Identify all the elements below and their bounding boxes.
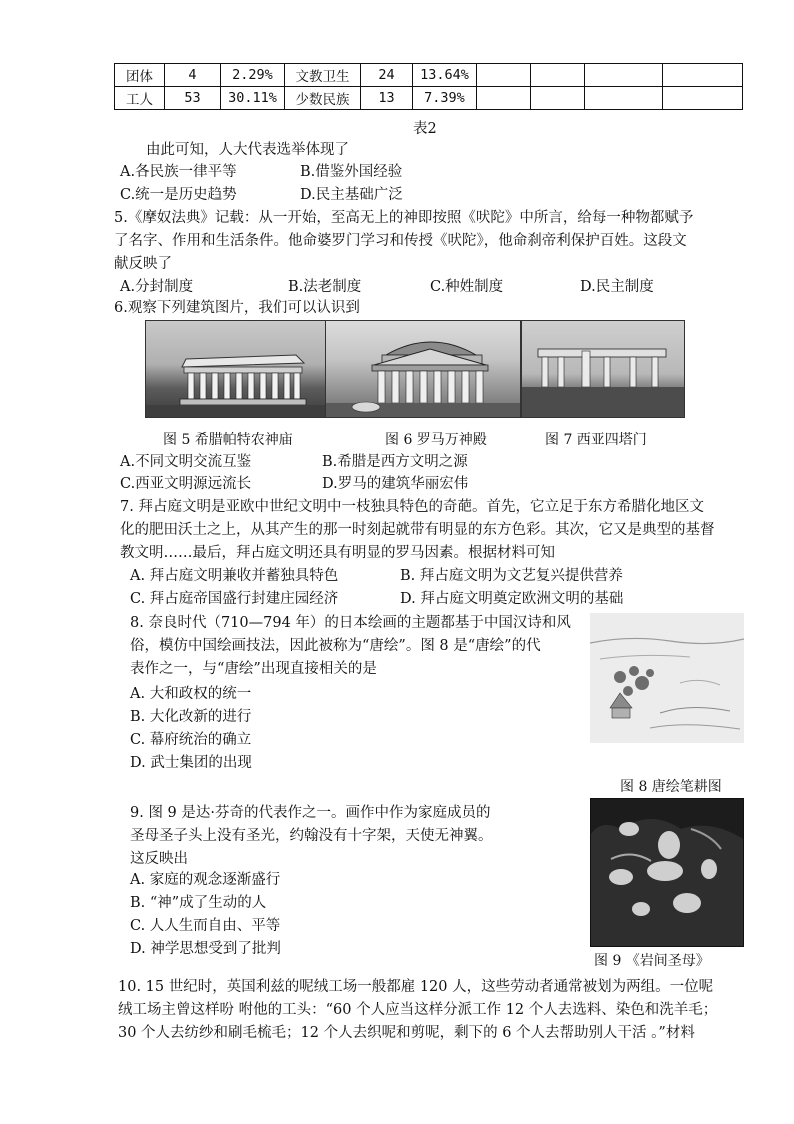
question-6-option-c: C.西亚文明源远流长: [120, 476, 252, 492]
table-cell: 13.64%: [413, 64, 477, 87]
question-9-line: 9. 图 9 是达·芬奇的代表作之一。画作中作为家庭成员的: [130, 805, 491, 821]
question-7-line: 化的肥田沃土之上，从其产生的那一时刻起就带有明显的东方色彩。其次，它又是典型的基督: [120, 522, 715, 538]
question-5-line: 了名字、作用和生活条件。他命婆罗门学习和传授《吠陀》，他命刹帝利保护百姓。这段文: [114, 233, 687, 249]
table-cell: 7.39%: [413, 87, 477, 110]
west-asia-gate-photo: [521, 320, 685, 418]
question-4-option-d: D.民主基础广泛: [300, 187, 403, 203]
question-5-line: 5.《摩奴法典》记载：从一开始，至高无上的神即按照《吠陀》中所言，给每一种物都赋予: [114, 210, 694, 226]
question-6-option-b: B.希腊是西方文明之源: [322, 454, 468, 470]
question-4-option-c: C.统一是历史趋势: [120, 187, 237, 203]
table-cell: [663, 87, 743, 110]
figure-7-caption: 图 7 西亚四塔门: [545, 432, 647, 448]
virgin-of-the-rocks-image: [590, 798, 744, 947]
question-8-line: 表作之一，与“唐绘”出现直接相关的是: [130, 661, 377, 677]
figure-9-caption: 图 9 《岩间圣母》: [594, 953, 710, 969]
question-5-option-a: A.分封制度: [120, 279, 194, 295]
table-cell: 工人: [115, 87, 165, 110]
table-cell: [585, 87, 663, 110]
table-cell: 4: [165, 64, 221, 87]
question-9-option-d: D. 神学思想受到了批判: [130, 941, 281, 957]
pantheon-photo: [325, 320, 521, 418]
question-7-option-b: B. 拜占庭文明为文艺复兴提供营养: [400, 568, 623, 584]
question-10-line: 30 个人去纺纱和刷毛梳毛；12 个人去织呢和剪呢，剩下的 6 个人去帮助别人干活 。”材料: [118, 1025, 695, 1041]
question-7-option-d: D. 拜占庭文明奠定欧洲文明的基础: [400, 591, 624, 607]
question-9-option-a: A. 家庭的观念逐渐盛行: [130, 872, 281, 888]
question-7-option-c: C. 拜占庭帝国盛行封建庄园经济: [130, 591, 339, 607]
question-8-line: 8. 奈良时代（710—794 年）的日本绘画的主题都基于中国汉诗和风: [130, 615, 571, 631]
table-cell: 文教卫生: [285, 64, 361, 87]
figure-6-caption: 图 6 罗马万神殿: [385, 432, 487, 448]
question-4-stem: 由此可知，人大代表选举体现了: [146, 142, 349, 158]
question-7-option-a: A. 拜占庭文明兼收并蓄独具特色: [130, 568, 339, 584]
question-5-option-b: B.法老制度: [288, 279, 362, 295]
question-10-line: 绒工场主曾这样吩 咐他的工头：“60 个人应当这样分派工作 12 个人去选料、染色和洗羊毛；: [118, 1002, 718, 1018]
table-cell: [585, 64, 663, 87]
question-9-option-b: B. “神”成了生动的人: [130, 895, 267, 911]
question-9-option-c: C. 人人生而自由、平等: [130, 918, 281, 934]
table-row: [115, 87, 743, 110]
question-8-option-b: B. 大化改新的进行: [130, 709, 252, 725]
table-cell: 53: [165, 87, 221, 110]
table-cell: 13: [361, 87, 413, 110]
table-row: [115, 64, 743, 87]
question-10-line: 10. 15 世纪时，英国利兹的呢绒工场一般都雇 120 人，这些劳动者通常被划为两组。一位呢: [118, 979, 714, 995]
question-8-option-c: C. 幕府统治的确立: [130, 732, 252, 748]
question-6-option-a: A.不同文明交流互鉴: [120, 454, 252, 470]
statistics-table: [114, 63, 743, 110]
table-cell: [531, 64, 585, 87]
question-8-option-d: D. 武士集团的出现: [130, 755, 252, 771]
parthenon-photo: [145, 320, 327, 418]
table-cell: 2.29%: [221, 64, 285, 87]
question-5-line: 献反映了: [114, 256, 172, 272]
question-9-line: 这反映出: [130, 851, 188, 867]
question-5-option-d: D.民主制度: [580, 279, 654, 295]
table-cell: 少数民族: [285, 87, 361, 110]
question-7-line: 教文明……最后，拜占庭文明还具有明显的罗马因素。根据材料可知: [120, 545, 555, 561]
table-cell: [663, 64, 743, 87]
table-cell: 24: [361, 64, 413, 87]
question-8-option-a: A. 大和政权的统一: [130, 686, 252, 702]
question-9-line: 圣母圣子头上没有圣光，约翰没有十字架，天使无神翼。: [130, 828, 493, 844]
question-4-option-a: A.各民族一律平等: [120, 164, 237, 180]
table-cell: [477, 87, 531, 110]
table-cell: [531, 87, 585, 110]
question-6-stem: 6.观察下列建筑图片，我们可以认识到: [114, 300, 360, 316]
question-8-line: 俗，模仿中国绘画技法，因此被称为“唐绘”。图 8 是“唐绘”的代: [130, 638, 541, 654]
table-caption: 表2: [413, 121, 437, 137]
figure-8-caption: 图 8 唐绘笔耕图: [620, 779, 722, 795]
tang-painting-image: [590, 613, 744, 743]
table-cell: 30.11%: [221, 87, 285, 110]
question-5-option-c: C.种姓制度: [430, 279, 504, 295]
question-4-option-b: B.借鉴外国经验: [300, 164, 403, 180]
question-6-option-d: D.罗马的建筑华丽宏伟: [322, 476, 469, 492]
question-7-line: 7. 拜占庭文明是亚欧中世纪文明中一枝独具特色的奇葩。首先，它立足于东方希腊化地区文: [120, 499, 704, 515]
figure-5-caption: 图 5 希腊帕特农神庙: [163, 432, 293, 448]
table-cell: 团体: [115, 64, 165, 87]
table-cell: [477, 64, 531, 87]
